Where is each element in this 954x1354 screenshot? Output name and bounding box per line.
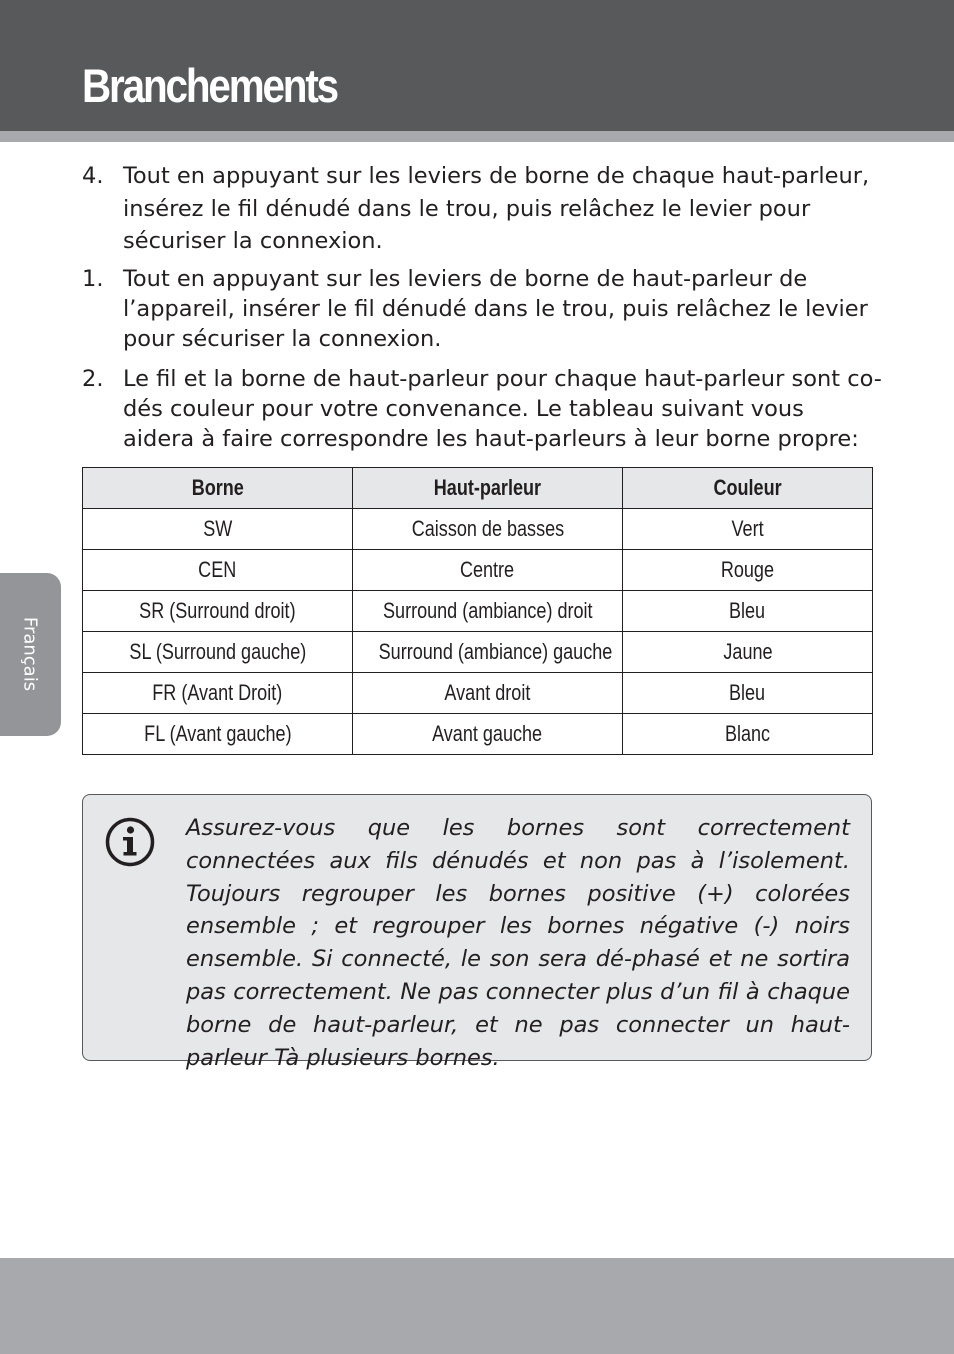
column-header: Couleur [623, 468, 873, 509]
column-header: Haut-parleur [353, 468, 623, 509]
step-number: 2. [82, 366, 104, 392]
table-row [83, 591, 873, 632]
table-cell: Avant gauche [353, 714, 623, 755]
table-cell: Caisson de basses [353, 509, 623, 550]
table-cell: Surround (ambiance) droit [353, 591, 623, 632]
table-cell: Bleu [623, 673, 873, 714]
table-cell: Vert [623, 509, 873, 550]
instruction-steps [82, 160, 882, 454]
header-stripe [0, 131, 954, 142]
step-item [82, 364, 882, 454]
note-text: Assurez-vous que les bornes sont correctement connectées aux fils dénudés et non pas à l’isolement. Toujours regrouper les bornes positive (+) colorées ensemble ; et regrouper les bornes négative (-) noirs ensemble. Si connecté, le son sera dé-phasé et ne sortira pas correctement. Ne pas connecter plus d’un fil à chaque borne de haut-parleur, et ne pas connecter un haut-parleur Tà plusieurs bornes. [186, 815, 850, 1071]
step-item [82, 264, 882, 364]
table-cell: Rouge [623, 550, 873, 591]
table-row [83, 550, 873, 591]
step-text: Tout en appuyant sur les leviers de borne de chaque haut-parleur, insérez le fil dénudé dans le trou, puis relâchez le levier pour sécuriser la connexion. [123, 163, 870, 254]
table-cell: FR (Avant Droit) [83, 673, 353, 714]
table-cell: Surround (ambiance) gauche [353, 632, 623, 673]
page-title: Branchements [82, 59, 337, 112]
table-cell: Centre [353, 550, 623, 591]
table-cell: SW [83, 509, 353, 550]
table-cell: FL (Avant gauche) [83, 714, 353, 755]
step-item [82, 160, 882, 264]
table-header-row [83, 468, 873, 509]
step-text: Le fil et la borne de haut-parleur pour chaque haut-parleur sont co-dés couleur pour votre convenance. Le tableau suivant vous aidera à faire correspondre les haut-parleurs à leur borne propre: [123, 366, 882, 452]
table-cell: CEN [83, 550, 353, 591]
info-icon [105, 817, 155, 867]
speaker-terminal-table [82, 467, 873, 755]
table-cell: SR (Surround droit) [83, 591, 353, 632]
language-tab-label: Français [19, 616, 41, 692]
page-footer [0, 1258, 954, 1354]
table-row [83, 509, 873, 550]
table-cell: SL (Surround gauche) [83, 632, 353, 673]
step-number: 4. [82, 163, 104, 189]
table-cell: Blanc [623, 714, 873, 755]
table-row [83, 714, 873, 755]
step-text: Tout en appuyant sur les leviers de borne de haut-parleur de l’appareil, insérer le fil dénudé dans le trou, puis relâchez le levier pour sécuriser la connexion. [123, 266, 868, 352]
table-row [83, 673, 873, 714]
table-row [83, 632, 873, 673]
table-cell: Avant droit [353, 673, 623, 714]
table-cell: Bleu [623, 591, 873, 632]
note-box [82, 794, 872, 1071]
column-header: Borne [83, 468, 353, 509]
table-cell: Jaune [623, 632, 873, 673]
step-number: 1. [82, 266, 104, 292]
